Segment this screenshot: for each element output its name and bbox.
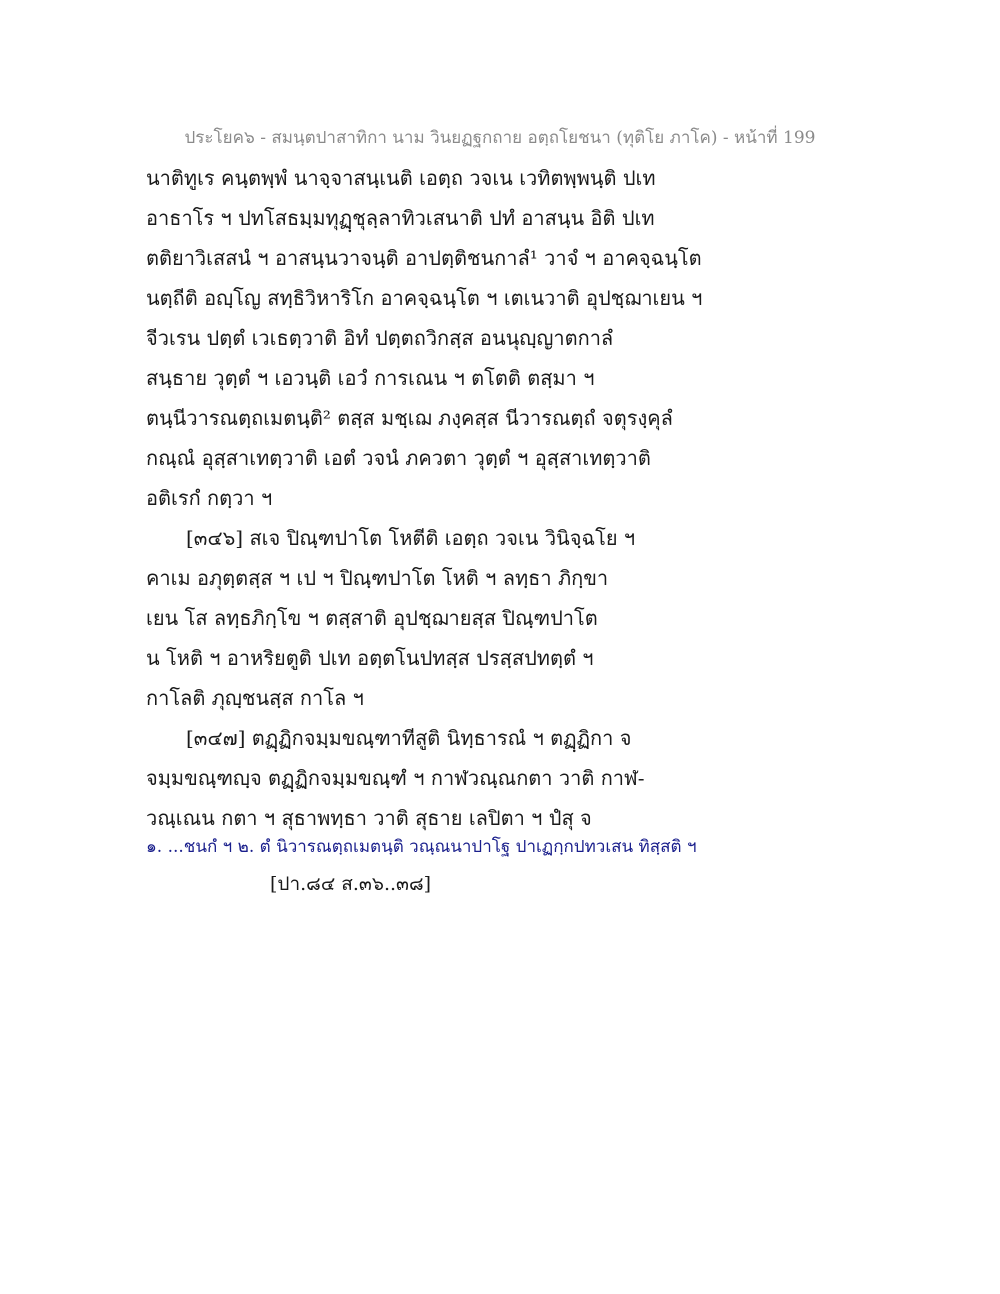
text-line: วณฺเณน กตา ฯ สุธาพทฺธา วาติ สุธาย เลปิตา ฯ ปํสุ จ bbox=[146, 806, 592, 830]
text-line: จีวเรน ปตฺตํ เวเธตฺวาติ อิทํ ปตฺตถวิกสฺส อนนุญฺญาตกาลํ bbox=[146, 326, 614, 350]
text-line: นตฺถีติ อญฺโญ สทฺธิวิหาริโก อาคจฺฉนฺโต ฯ เตเนวาติ อุปชฺฌาเยน ฯ bbox=[146, 286, 703, 310]
text-line: อาธาโร ฯ ปทโสธมฺมทุฏฺชุลฺลาทิวเสนาติ ปทํ อาสนฺน อิติ ปเท bbox=[146, 206, 655, 230]
text-line: ตนฺนีวารณตฺถเมตนฺติ² ตสฺส มชฺเฌ ภงฺคสฺส นีวารณตฺถํ จตุรงฺคุลํ bbox=[146, 406, 673, 430]
footnotes: ๑. ...ชนกํ ฯ ๒. ตํ นิวารณตฺถเมตนฺติ วณฺณนาปาโฐ ปาเฏกฺกปทวเสน ทิสฺสติ ฯ bbox=[146, 837, 697, 857]
text-line: กาโลติ ภุญฺชนสฺส กาโล ฯ bbox=[146, 686, 364, 710]
text-line: อติเรกํ กตฺวา ฯ bbox=[146, 486, 273, 510]
paragraph-start-346: [๓๔๖] สเจ ปิณฺฑปาโต โหตีติ เอตฺถ วจเน วินิจฺฉโย ฯ bbox=[186, 526, 636, 550]
body-text bbox=[146, 158, 866, 838]
text-line: เยน โส ลทฺธภิกฺโข ฯ ตสฺสาติ อุปชฺฌายสฺส ปิณฺฑปาโต bbox=[146, 606, 598, 630]
text-line: น โหติ ฯ อาหริยตูติ ปเท อตฺตโนปทสฺส ปรสฺสปทตฺตํ ฯ bbox=[146, 646, 594, 670]
text-line: สนฺธาย วุตฺตํ ฯ เอวนฺติ เอวํ การเณน ฯ ตโตติ ตสฺมา ฯ bbox=[146, 366, 595, 390]
text-line: กณฺณํ อุสฺสาเทตฺวาติ เอตํ วจนํ ภควตา วุตฺตํ ฯ อุสฺสาเทตฺวาติ bbox=[146, 446, 651, 470]
text-line: ตติยาวิเสสนํ ฯ อาสนฺนวาจนฺติ อาปตฺติชนกาลํ¹ วาจํ ฯ อาคจฺฉนฺโต bbox=[146, 246, 702, 270]
page-reference: [ปา.๘๔ ส.๓๖..๓๘] bbox=[270, 873, 432, 895]
running-header: ประโยค๖ - สมนฺตปาสาทิกา นาม วินยฏฐกถาย อตฺถโยชนา (ทุติโย ภาโค) - หน้าที่ 199 bbox=[184, 128, 816, 148]
text-line: นาติทูเร คนฺตพฺพํ นาจฺจาสนฺเนติ เอตฺถ วจเน เวทิตพฺพนฺติ ปเท bbox=[146, 166, 656, 190]
text-line: คาเม อภุตฺตสฺส ฯ เป ฯ ปิณฺฑปาโต โหติ ฯ ลทฺธา ภิกฺขา bbox=[146, 566, 609, 590]
text-line: จมฺมขณฺฑญฺจ ตฏฺฏิกจมฺมขณฺฑํ ฯ กาฬวณฺณกตา วาติ กาฬ- bbox=[146, 766, 645, 790]
paragraph-start-347: [๓๔๗] ตฏฺฏิกจมฺมขณฺฑาทีสูติ นิทฺธารณํ ฯ ตฏฺฏิกา จ bbox=[186, 726, 632, 750]
